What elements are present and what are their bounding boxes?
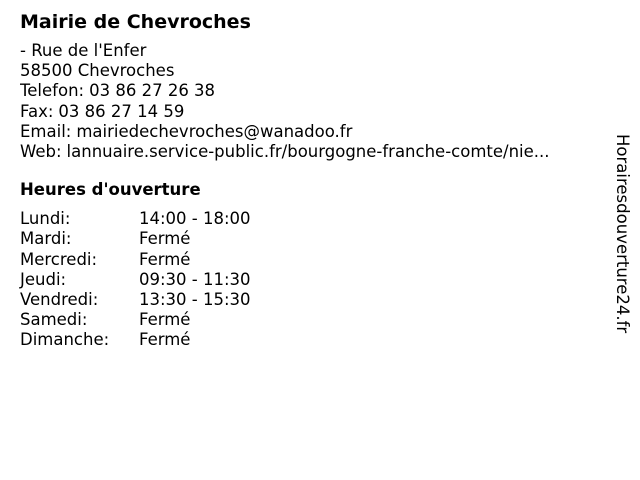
web-line [20, 142, 590, 162]
day-label: Vendredi: [20, 290, 99, 310]
hours-row [20, 209, 590, 229]
fax-label: Fax: [20, 101, 54, 121]
phone-label: Telefon: [20, 81, 85, 101]
fax-value: 03 86 27 14 59 [58, 101, 185, 121]
hours-value: Fermé [139, 310, 191, 330]
email-line [20, 122, 590, 142]
hours-value: Fermé [139, 229, 191, 249]
street-line: - Rue de l'Enfer [20, 41, 147, 60]
site-watermark: Horairesdouverture24.fr [613, 134, 632, 334]
opening-hours-table [20, 209, 590, 350]
email-label: Email: [20, 121, 72, 141]
address-block [20, 41, 590, 162]
hours-row [20, 229, 590, 249]
hours-row [20, 290, 590, 310]
hours-value: 14:00 - 18:00 [139, 209, 251, 229]
hours-value: Fermé [139, 330, 191, 350]
hours-row [20, 310, 590, 330]
hours-value: 09:30 - 11:30 [139, 269, 251, 289]
day-label: Jeudi: [20, 269, 67, 289]
hours-value: 13:30 - 15:30 [139, 290, 251, 310]
opening-hours-title: Heures d'ouverture [20, 180, 201, 200]
business-name: Mairie de Chevroches [20, 11, 251, 33]
day-label: Lundi: [20, 209, 71, 229]
hours-row [20, 270, 590, 290]
email-link[interactable]: mairiedechevroches@wanadoo.fr [76, 121, 353, 141]
day-label: Mercredi: [20, 249, 98, 269]
hours-row [20, 330, 590, 350]
phone-line [20, 81, 590, 101]
day-label: Mardi: [20, 229, 72, 249]
business-card [20, 9, 590, 351]
day-label: Dimanche: [20, 330, 110, 350]
website-link[interactable]: lannuaire.service-public.fr/bourgogne-franche-comte/nie... [66, 142, 550, 162]
fax-line [20, 102, 590, 122]
city-line: 58500 Chevroches [20, 61, 175, 81]
day-label: Samedi: [20, 310, 88, 330]
hours-row [20, 250, 590, 270]
phone-link[interactable]: 03 86 27 26 38 [89, 81, 216, 101]
hours-value: Fermé [139, 249, 191, 269]
web-label: Web: [20, 142, 62, 162]
